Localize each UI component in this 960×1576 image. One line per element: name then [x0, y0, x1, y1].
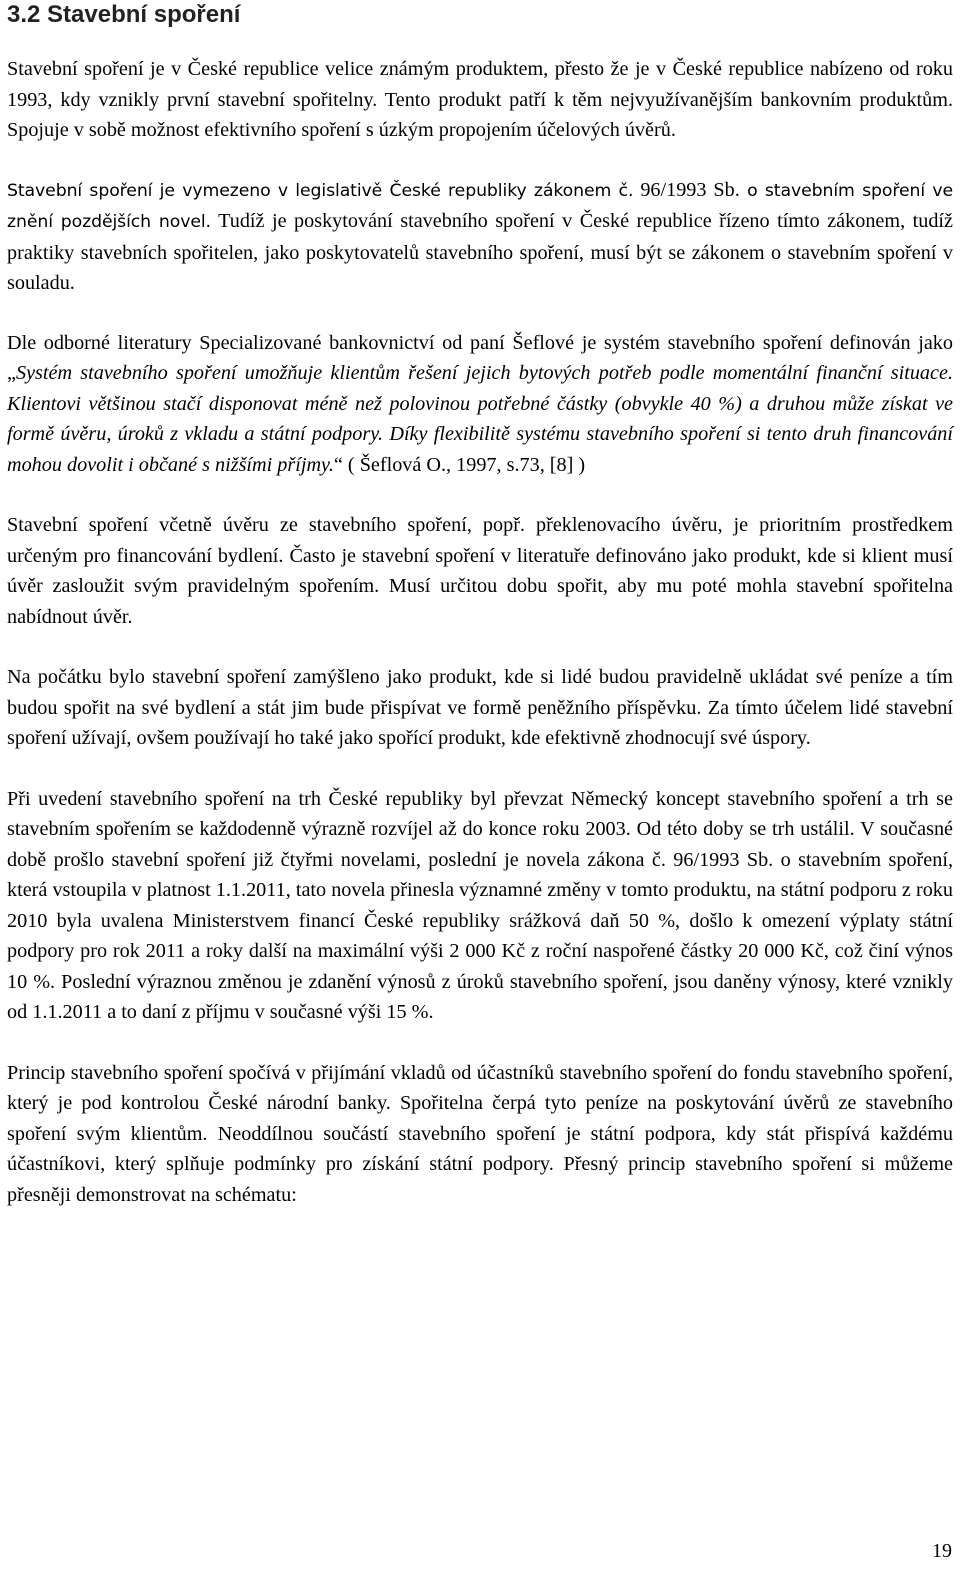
paragraph-2-part-b: o stavebním spoření ve znění pozdějších novel. — [7, 180, 953, 232]
paragraph-3-intro: Dle odborné literatury Specializované bankovnictví od paní Šeflové je systém stavebního spoření definován jako „ — [7, 331, 953, 384]
document-page — [7, 0, 953, 1210]
paragraph-4: Stavební spoření včetně úvěru ze stavebního spoření, popř. překlenovacího úvěru, je prioritním prostředkem určeným pro financování bydlení. Často je stavební spoření v literatuře definováno jako produkt, kde si klient musí úvěr zasloužit svým pravidelným spořením. Musí určitou dobu spořit, aby mu poté mohla stavební spořitelna nabídnout úvěr. — [7, 514, 953, 628]
paragraph-7: Princip stavebního spoření spočívá v přijímání vkladů od účastníků stavebního spoření do fondu stavebního spoření, který je pod kontrolou České národní banky. Spořitelna čerpá tyto peníze na poskytování úvěrů ze stavebního spoření svým klientům. Neoddílnou součástí stavebního spoření je státní podpora, kdy stát přispívá každému účastníkovi, který splňuje podmínky pro získání státní podpory. Přesný princip stavebního spoření si můžeme přesněji demonstrovat na schématu: — [7, 1061, 953, 1206]
paragraph-6: Při uvedení stavebního spoření na trh České republiky byl převzat Německý koncept stavebního spoření a trh se stavebním spořením se každodenně výrazně rozvíjel až do konce roku 2003. Od této doby se trh ustálil. V současné době prošlo stavební spoření již čtyřmi novelami, poslední je novela zákona č. 96/1993 Sb. o stavebním spoření, která vstoupila v platnost 1.1.2011, tato novela přinesla významné změny v tomto produktu, na státní podporu z roku 2010 byla uvalena Ministerstvem financí České republiky srážková daň 50 %, došlo k omezení výplaty státní podpory pro rok 2011 a roky další na maximální výši 2 000 Kč z roční naspořené částky 20 000 Kč, což činí výnos 10 %. Poslední výraznou změnou je zdanění výnosů z úroků stavebního spoření, jsou daněny výnosy, které vznikly od 1.1.2011 a to daní z příjmu v současné výši 15 %. — [7, 787, 953, 1023]
paragraph-2-rest: Tudíž je poskytování stavebního spoření v České republice řízeno tímto zákonem, tudíž praktiky stavebních spořitelen, jako poskytovatelů stavebního spoření, musí být se zákonem o stavebním spoření v souladu. — [7, 210, 953, 294]
paragraph-3-quote: Systém stavebního spoření umožňuje klientům řešení jejich bytových potřeb podle momentální finanční situace. Klientovi většinou stačí disponovat méně než polovinou potřebné částky (obvykle 40 %) a druhou může získat ve formě úvěru, úroků z vkladu a státní podpory. Díky flexibilitě systému stavebního spoření si tento druh financování mohou dovolit i občané s nižšími příjmy. — [7, 362, 953, 476]
section-heading: 3.2 Stavební spoření — [7, 1, 241, 28]
paragraph-3 — [7, 328, 953, 481]
page-number: 19 — [932, 1540, 952, 1562]
paragraph-1: Stavební spoření je v České republice velice známým produktem, přesto že je v České republice nabízeno od roku 1993, kdy vznikly první stavební spořitelny. Tento produkt patří k těm nejvyužívanějším bankovním produktům. Spojuje v sobě možnost efektivního spoření s úzkým propojením účelových úvěrů. — [7, 58, 953, 141]
paragraph-2-law: 96/1993 Sb. — [633, 178, 740, 201]
paragraph-2 — [7, 175, 953, 299]
paragraph-5: Na počátku bylo stavební spoření zamýšleno jako produkt, kde si lidé budou pravidelně ukládat své peníze a tím budou spořit na své bydlení a stát jim bude přispívat ve formě peněžního příspěvku. Za tímto účelem lidé stavební spoření užívají, ovšem používají ho také jako spořící produkt, kde efektivně zhodnocují své úspory. — [7, 666, 953, 749]
paragraph-2-part-a: Stavební spoření je vymezeno v legislativě České republiky zákonem č. — [7, 180, 634, 201]
paragraph-3-citation: “ ( Šeflová O., 1997, s.73, [8] ) — [333, 453, 586, 476]
